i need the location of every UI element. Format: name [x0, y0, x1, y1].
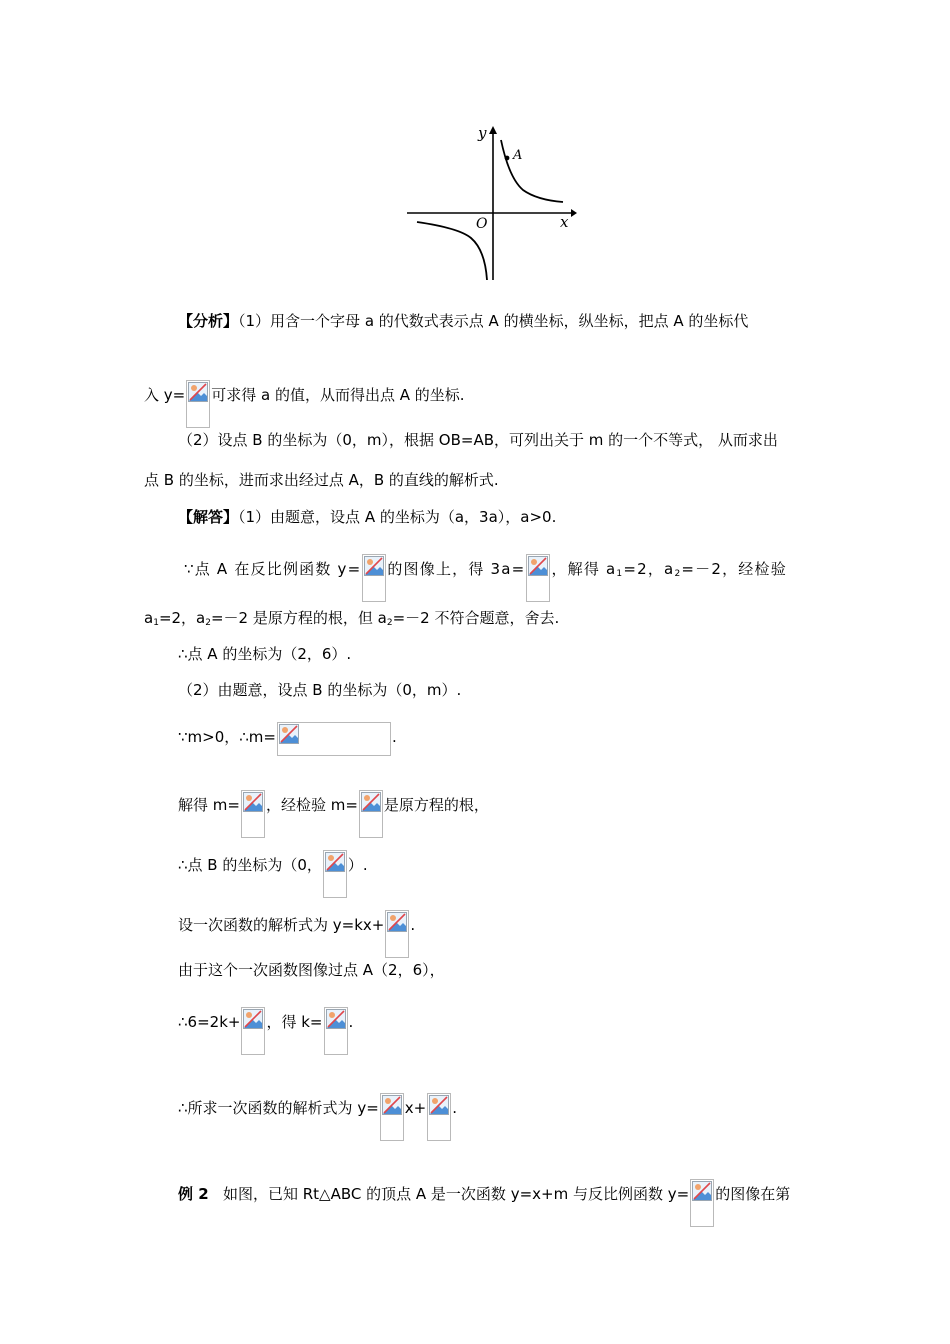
origin-label: O [476, 216, 488, 232]
formula-image [277, 722, 391, 756]
analysis-text-2b: 可求得 a 的值，从而得出点 A 的坐标. [211, 386, 465, 404]
broken-image-icon [692, 1181, 712, 1201]
solution-text-6a: ∵m>0，∴m= [178, 728, 276, 746]
analysis-line-1 [178, 311, 748, 331]
solution-text-6b: . [392, 728, 397, 746]
solution-text-7c: 是原方程的根， [383, 796, 489, 814]
hyperbola-graph [405, 120, 577, 284]
solution-text-12c: . [452, 1099, 457, 1117]
broken-image-icon [279, 724, 299, 744]
analysis-text-2a: 入 y= [144, 386, 186, 404]
analysis-line-2 [144, 380, 465, 428]
formula-image [380, 1093, 404, 1141]
solution-line-3 [144, 608, 559, 633]
hyperbola-branch-q1 [501, 140, 563, 202]
formula-image [526, 554, 550, 602]
formula-image [385, 910, 409, 958]
broken-image-icon [325, 852, 345, 872]
solution-text-11a: ∴6=2k+ [178, 1013, 241, 1031]
example-2-line [178, 1179, 790, 1227]
solution-text-3b: =2，a [158, 609, 206, 627]
solution-text-9a: 设一次函数的解析式为 y=kx+ [178, 916, 385, 934]
point-a-label: A [513, 148, 523, 163]
formula-image [186, 380, 210, 428]
formula-image [362, 554, 386, 602]
broken-image-icon [361, 792, 381, 812]
formula-image [241, 1007, 265, 1055]
solution-text-8a: ∴点 B 的坐标为（0， [178, 856, 322, 874]
broken-image-icon [243, 792, 263, 812]
solution-text-12b: x+ [404, 1099, 427, 1117]
solution-text-11c: . [348, 1013, 354, 1031]
example-2-text-a: 如图，已知 Rt△ABC 的顶点 A 是一次函数 y=x+m 与反比例函数 y= [222, 1185, 690, 1203]
solution-text-2c: ，解得 a [551, 560, 617, 578]
solution-text-2e: =－2，经检验 [681, 560, 787, 578]
subscript: 2 [386, 618, 393, 628]
solution-text-11b: ，得 k= [266, 1013, 323, 1031]
x-axis-arrow [571, 209, 577, 217]
broken-image-icon [382, 1095, 402, 1115]
solution-text-8b: ）. [347, 856, 368, 874]
solution-text-2a: ∵点 A 在反比例函数 y= [184, 560, 362, 578]
solution-line-1 [178, 507, 556, 527]
solution-line-2 [184, 554, 787, 602]
example-2-label: 例 2 [178, 1185, 209, 1203]
solution-line-7 [178, 790, 489, 838]
solution-line-10: 由于这个一次函数图像过点 A（2，6）， [178, 961, 445, 979]
subscript: 1 [616, 569, 624, 579]
solution-bracket: 【解答】 [178, 508, 239, 526]
solution-line-11 [178, 1007, 353, 1055]
solution-text-12a: ∴所求一次函数的解析式为 y= [178, 1099, 379, 1117]
example-2-text-b: 的图像在第 [715, 1185, 791, 1203]
analysis-text-1: （1）用含一个字母 a 的代数式表示点 A 的横坐标，纵坐标，把点 A 的坐标代 [238, 312, 749, 330]
subscript: 2 [205, 618, 211, 628]
solution-line-6 [178, 722, 397, 756]
solution-text-2b: 的图像上，得 3a= [387, 560, 526, 578]
broken-image-icon [528, 556, 548, 576]
solution-line-8 [178, 850, 368, 898]
broken-image-icon [387, 912, 407, 932]
subscript: 1 [153, 618, 159, 628]
x-axis-label: x [560, 213, 569, 231]
analysis-line-3: （2）设点 B 的坐标为（0，m），根据 OB=AB，可列出关于 m 的一个不等式， 从而求出 [178, 431, 778, 449]
broken-image-icon [429, 1095, 449, 1115]
formula-image [323, 850, 347, 898]
formula-image [241, 790, 265, 838]
solution-text-7a: 解得 m= [178, 796, 240, 814]
solution-line-9 [178, 910, 415, 958]
y-axis-label: y [478, 124, 487, 142]
solution-text-7b: ，经检验 m= [265, 796, 358, 814]
solution-text-9b: . [410, 916, 416, 934]
broken-image-icon [326, 1009, 346, 1029]
solution-line-12 [178, 1093, 457, 1141]
solution-text-3c: =－2 是原方程的根，但 a [210, 609, 387, 627]
formula-image [690, 1179, 714, 1227]
broken-image-icon [364, 556, 384, 576]
y-axis-arrow [489, 126, 497, 134]
solution-text-3d: =－2 不符合题意，舍去. [392, 609, 560, 627]
broken-image-icon [188, 382, 208, 402]
analysis-bracket: 【分析】 [178, 312, 239, 330]
formula-image [359, 790, 383, 838]
formula-image [324, 1007, 348, 1055]
formula-image [427, 1093, 451, 1141]
solution-line-4: ∴点 A 的坐标为（2，6）. [178, 645, 352, 663]
subscript: 2 [674, 569, 682, 579]
solution-text-1: （1）由题意，设点 A 的坐标为（a，3a），a>0. [238, 508, 557, 526]
point-a [505, 156, 510, 161]
broken-image-icon [243, 1009, 263, 1029]
solution-text-2d: =2，a [623, 560, 675, 578]
solution-text-3a: a [144, 609, 154, 627]
analysis-line-4: 点 B 的坐标，进而求出经过点 A，B 的直线的解析式. [144, 471, 499, 489]
solution-line-5: （2）由题意，设点 B 的坐标为（0，m）. [178, 681, 462, 699]
